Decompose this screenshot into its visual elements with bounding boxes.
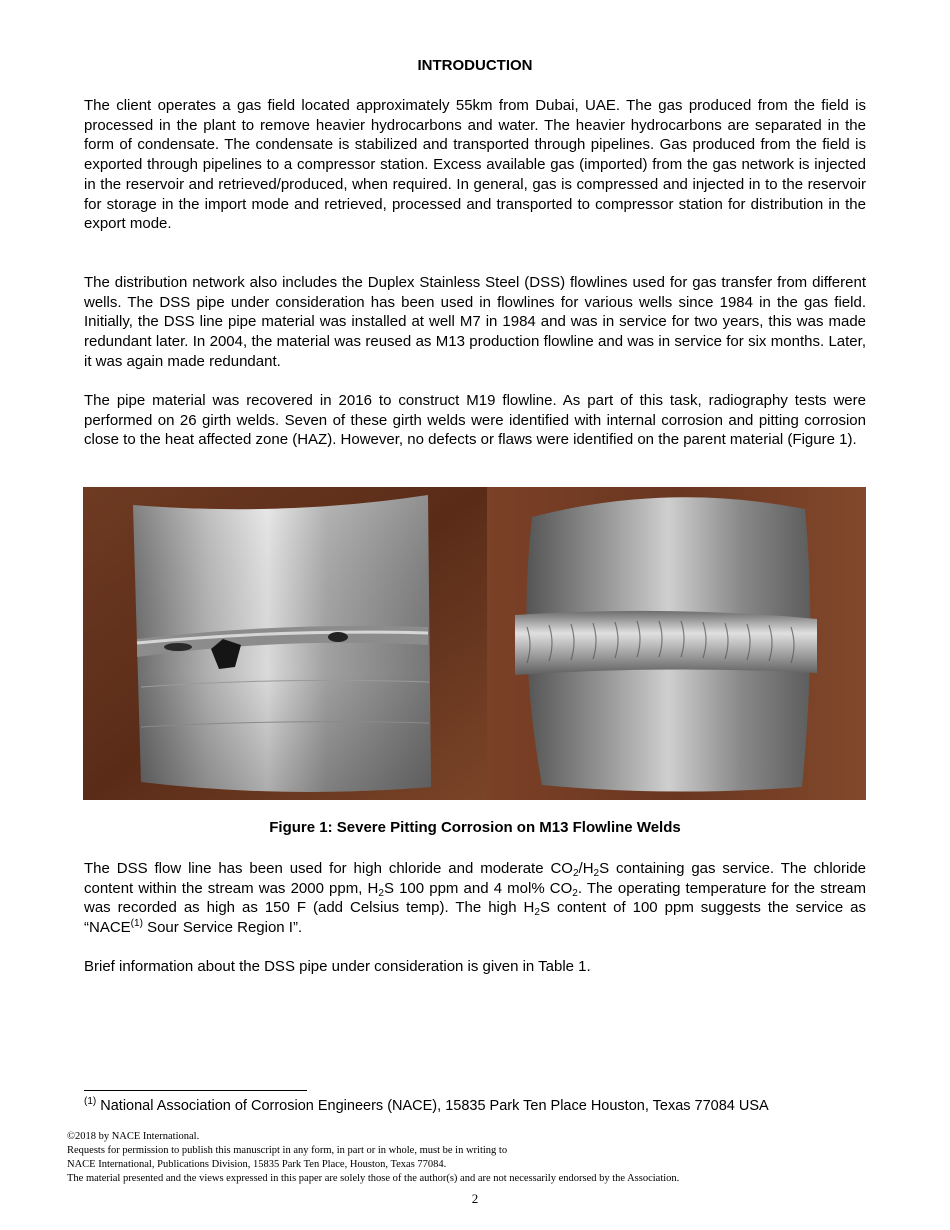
page-number: 2 [471,1191,479,1206]
corroded-weld-photo-left [83,487,487,800]
section-heading: INTRODUCTION [417,57,533,74]
footnote-divider [84,1090,307,1091]
intro-paragraph-1: The client operates a gas field located approximately 55km from Dubai, UAE. The gas produced from the field is processed in the plant to remove heavier hydrocarbons and water. The heavier hydrocarbons are separated in the form of condensate. The condensate is stabilized and transported through pipelines. Gas produced from the field is exported through pipelines to a compressor station. Excess available gas (imported) from the gas network is injected in the reservoir and retrieved/produced, when required. In general, gas is compressed and injected in to the reservoir for storage in the import mode and retrieved, processed and transported to compressor station for distribution in the export mode. [84,97,866,233]
copyright-notice: ©2018 by NACE International. Requests for permission to publish this manuscript in any form, in part or in whole, must be in writing to NACE International, Publications Division, 15835 Park Ten Place, Houston, Texas 77084. The material presented and the views expressed in this paper are solely those of the author(s) and are not necessarily endorsed by the Association. [67,1131,680,1184]
table-intro-paragraph: Brief information about the DSS pipe under consideration is given in Table 1. [84,958,591,975]
weld-bead-photo-right [487,487,866,800]
service-conditions-paragraph: The DSS flow line has been used for high chloride and moderate $CO_2/H_2S$ containing gas service. The chloride content within the stream was 2000 ppm, $H_2S$ 100 ppm and 4 mol% $CO_2$. The operating temperature for the stream was recorded as high as 150 F (add Celsius temp). The high $H_2S$ content of 100 ppm suggests the service as “NACE$^{(1)}$ Sour Service Region I”. [84,860,867,937]
footnote-reference[interactable]: (1) [130,918,143,930]
footnote: $^{(1)}$ National Association of Corrosion Engineers (NACE), 15835 Park Ten Place Houston, Texas 77084 USA [84,1096,769,1114]
figure-caption: Figure 1: Severe Pitting Corrosion on M13 Flowline Welds [269,819,681,836]
figure-1 [83,487,866,800]
intro-paragraph-3: The pipe material was recovered in 2016 to construct M19 flowline. As part of this task, radiography tests were performed on 26 girth welds. Seven of these girth welds were identified with internal corrosion and pitting corrosion close to the heat affected zone (HAZ). However, no defects or flaws were identified on the parent material (Figure 1). [84,392,866,449]
intro-paragraph-2: The distribution network also includes the Duplex Stainless Steel (DSS) flowlines used for gas transfer from different wells. The DSS pipe under consideration has been used in flowlines for various wells since 1984 in the gas field. Initially, the DSS line pipe material was installed at well M7 in 1984 and was in service for two years, this was made redundant later. In 2004, the material was reused as M13 production flowline and was in service for six months. Later, it was again made redundant. [84,274,866,370]
